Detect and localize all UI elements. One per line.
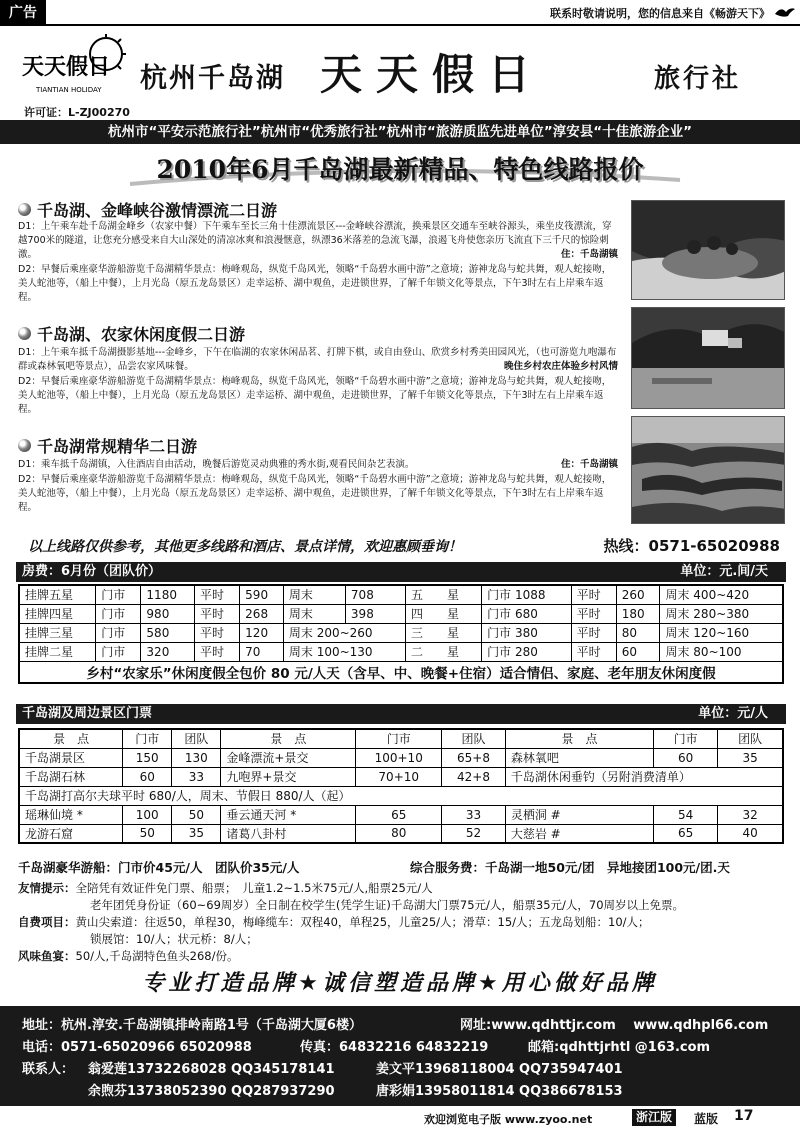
table-cell: 40 (718, 824, 783, 843)
table-cell: 580 (141, 623, 195, 642)
route-title-2 (18, 322, 245, 345)
table-cell: 100+10 (356, 748, 442, 767)
table-cell: 平时 (571, 604, 616, 623)
table-cell: 周末 (283, 604, 345, 623)
table-cell: 980 (141, 604, 195, 623)
table-cell: 周末 (283, 585, 345, 604)
route-stay: 住：千岛湖镇 (560, 249, 618, 260)
route-desc-3 (18, 458, 618, 516)
table-cell: 门市 380 (482, 623, 571, 642)
table-cell: 平时 (571, 623, 616, 642)
ticket-section-unit: 单位：元/人 (698, 706, 768, 721)
column-header: 门市 (356, 729, 442, 748)
website-label: 网址: (460, 1018, 492, 1033)
table-cell: 诸葛八卦村 (221, 824, 356, 843)
ticket-price-table (18, 728, 784, 844)
route-name: 千岛湖常规精华二日游 (37, 437, 198, 456)
contact-person: 姜文平13968118004 QQ735947401 (376, 1062, 623, 1077)
address: 地址：杭州.淳安.千岛湖镇排岭南路1号（千岛湖大厦6楼） (22, 1018, 362, 1033)
farm-stay-note: 乡村“农家乐”休闲度假全包价 80 元/人天（含早、中、晚餐+住宿）适合情侣、家庭、老年朋友休闲度假 (19, 661, 783, 683)
fish-feast-line: 50/人,千岛湖特色鱼头268/份。 (75, 949, 239, 963)
table-cell: 千岛湖石林 (19, 767, 123, 786)
contact-person: 唐彩娟13958011814 QQ386678153 (376, 1084, 623, 1099)
ticket-section-header (16, 704, 786, 724)
phone: 电话：0571-65020966 65020988 (22, 1040, 252, 1055)
table-cell: 80 (356, 824, 442, 843)
route-name: 千岛湖、金峰峡谷激情漂流二日游 (37, 201, 278, 220)
table-cell: 70+10 (356, 767, 442, 786)
column-header: 门市 (654, 729, 718, 748)
license-number: 许可证：L-ZJ00270 (24, 106, 130, 119)
table-cell: 80 (616, 623, 660, 642)
table-cell: 门市 1088 (482, 585, 571, 604)
table-cell: 268 (240, 604, 284, 623)
table-cell: 35 (172, 824, 221, 843)
logo-sub: TIANTIAN HOLIDAY (36, 86, 102, 94)
tips-label: 友情提示： (18, 881, 76, 895)
table-cell: 门市 280 (482, 642, 571, 661)
page-footer (0, 1108, 800, 1127)
table-cell: 挂牌三星 (19, 623, 96, 642)
hotline (604, 535, 781, 556)
table-row (19, 642, 783, 661)
table-row (19, 786, 783, 805)
column-header: 团队 (442, 729, 506, 748)
table-cell: 100 (123, 805, 172, 824)
table-cell: 平时 (195, 604, 240, 623)
route-desc-1 (18, 220, 618, 306)
table-cell: 千岛湖休闲垂钓（另附消费清单） (505, 767, 783, 786)
table-cell: 320 (141, 642, 195, 661)
table-cell: 590 (240, 585, 284, 604)
table-row (19, 824, 783, 843)
notice-text: 以上线路仅供参考，其他更多线路和酒店、景点详情，欢迎惠顾垂询！ (28, 539, 462, 555)
agency-prefix: 杭州千岛湖 (140, 63, 285, 94)
route-d1: D1：乘车抵千岛湖镇，入住酒店自由活动，晚餐后游览灵动典雅的秀水街,观看民间杂艺表演。 (18, 459, 415, 470)
table-cell: 54 (654, 805, 718, 824)
route-name: 千岛湖、农家休闲度假二日游 (37, 325, 246, 344)
route-title-3 (18, 434, 197, 457)
table-row (19, 585, 783, 604)
table-cell: 33 (442, 805, 506, 824)
column-header: 门市 (123, 729, 172, 748)
logo-text: 天天假日 (22, 54, 111, 80)
bullet-icon (18, 439, 31, 452)
table-cell: 65 (654, 824, 718, 843)
agency-suffix: 旅行社 (654, 64, 742, 94)
table-cell: 平时 (195, 642, 240, 661)
tips-line: 全陪凭有效证件免门票、船票； 儿童1.2~1.5米75元/人,船票25元/人 (75, 881, 433, 895)
route-desc-2 (18, 346, 618, 418)
table-row (19, 805, 783, 824)
hotel-section-unit: 单位：元.间/天 (680, 564, 768, 579)
promo-title: 2010年6月千岛湖最新精品、特色线路报价 (156, 155, 644, 184)
table-cell: 挂牌二星 (19, 642, 96, 661)
table-row (19, 623, 783, 642)
top-strip (0, 0, 800, 26)
contact-person: 余煦芬13738052390 QQ287937290 (88, 1084, 335, 1099)
notice-bar (18, 534, 784, 558)
table-cell: 周末 100~130 (283, 642, 405, 661)
hotline-label: 热线： (603, 537, 649, 555)
website (460, 1014, 768, 1033)
cruise-price: 千岛湖豪华游船：门市价45元/人 团队价35元/人 (18, 860, 300, 875)
hotel-section-title: 房费：6月份（团队价） (22, 564, 162, 579)
table-cell: 65+8 (442, 748, 506, 767)
fax: 传真：64832216 64832219 (300, 1040, 489, 1055)
table-cell: 门市 680 (482, 604, 571, 623)
hotel-rate-table (18, 584, 784, 684)
route-title-1 (18, 198, 277, 221)
ticket-section-title: 千岛湖及周边景区门票 (22, 706, 153, 721)
promo-banner (100, 150, 700, 192)
table-cell: 森林氧吧 (505, 748, 653, 767)
optional-label: 自费项目： (18, 915, 76, 929)
column-header: 景 点 (505, 729, 653, 748)
route-d1: D1：上午乘车赴千岛湖金峰乡（农家中餐）下午乘车至长三角十佳漂流景区---金峰峡谷漂流，换乘景区交通车至峡谷源头，乘坐皮筏漂流，穿越700米的隧道，让您充分感受来自大山深处的清凉冰爽和浪漫惬意，纵漂36米落差的急流飞瀑，浪遏飞舟使您亲历飞流直下三千尺的惊险刺激。 (18, 221, 612, 260)
table-cell: 门市 (96, 585, 141, 604)
hotline-number: 0571-65020988 (648, 537, 780, 555)
route-stay: 住：千岛湖镇 (560, 459, 618, 470)
route-d1: D1：上午乘车抵千岛湖摄影基地---金峰乡，下午在临湖的农家休闲品茗、打牌下棋，或自由登山、欣赏乡村秀美田园风光，（也可游览九咆瀑布群或森林氧吧等景点），品尝农家风味餐。 (18, 347, 617, 372)
route-d2: D2：早餐后乘座豪华游船游览千岛湖精华景点：梅峰观岛，纵览千岛风光，领略“千岛碧水画中游”之意境；游神龙岛与蛇共舞，观人蛇接吻，美人蛇池等，（船上中餐），上月光岛（原五龙岛景区）走幸运桥、湖中观鱼，走进锁世界，了解千年锁文化等景点，下午3时左右上岸乘车返程。 (18, 264, 612, 303)
table-cell: 60 (616, 642, 660, 661)
table-row (19, 767, 783, 786)
column-header: 团队 (172, 729, 221, 748)
rafting-photo (631, 200, 785, 300)
route-stay: 晚住乡村农庄体验乡村风情 (503, 361, 618, 372)
table-cell: 周末 400~420 (660, 585, 783, 604)
table-cell: 180 (616, 604, 660, 623)
ad-tag: 广告 (0, 0, 46, 26)
route-d2: D2：早餐后乘座豪华游船游览千岛湖精华景点：梅峰观岛，纵览千岛风光，领略“千岛碧水画中游”之意境；游神龙岛与蛇共舞，观人蛇接吻，美人蛇池等，（船上中餐），上月光岛（原五龙岛景区）走幸运桥、湖中观鱼，走进锁世界，了解千年锁文化等景点，下午3时左右上岸乘车返程。 (18, 376, 612, 415)
service-fee: 综合服务费：千岛湖一地50元/团 异地接团100元/团.天 (410, 860, 730, 875)
table-cell: 瑶琳仙境 * (19, 805, 123, 824)
tips-line: 老年团凭身份证（60~69周岁）全日制在校学生(凭学生证)千岛湖大门票75元/人，船票35元/人，70周岁以上免票。 (90, 898, 685, 912)
fish-feast-label: 风味鱼宴： (18, 949, 76, 963)
table-cell: 周末 120~160 (660, 623, 783, 642)
table-cell: 平时 (571, 585, 616, 604)
edition-badge: 浙江版 (632, 1109, 676, 1126)
brand-slogan: 专业打造品牌★诚信塑造品牌★用心做好品牌 (142, 971, 658, 996)
table-cell: 周末 280~380 (660, 604, 783, 623)
table-cell: 398 (345, 604, 405, 623)
page-number: 17 (734, 1108, 754, 1124)
optional-line: 黄山尖索道：往返50，单程30，梅峰缆车：双程40，单程25，儿童25/人；滑草：15/人；五龙岛划船：10/人； (75, 915, 650, 929)
table-cell: 平时 (195, 623, 240, 642)
table-cell: 灵栖洞 # (505, 805, 653, 824)
table-cell: 门市 (96, 604, 141, 623)
table-header-row (19, 729, 783, 748)
table-cell: 60 (654, 748, 718, 767)
village-photo (631, 307, 785, 409)
table-row (19, 661, 783, 683)
table-cell: 周末 80~100 (660, 642, 783, 661)
table-cell: 门市 (96, 623, 141, 642)
tips-block (18, 880, 684, 965)
e-edition-note: 欢迎浏览电子版 www.zyoo.net (424, 1113, 593, 1126)
table-cell: 65 (356, 805, 442, 824)
table-cell: 70 (240, 642, 284, 661)
route-d2: D2：早餐后乘座豪华游船游览千岛湖精华景点：梅峰观岛，纵览千岛风光，领略“千岛碧水画中游”之意境；游神龙岛与蛇共舞，观人蛇接吻，美人蛇池等，（船上中餐），上月光岛（原五龙岛景区）走幸运桥、湖中观鱼，走进锁世界，了解千年锁文化等景点，下午3时左右上岸乘车返程。 (18, 474, 612, 513)
table-cell: 二 星 (406, 642, 482, 661)
table-cell: 大慈岩 # (505, 824, 653, 843)
agency-logo (18, 34, 128, 100)
table-cell: 千岛湖景区 (19, 748, 123, 767)
website-url[interactable]: www.qdhttjr.com www.qdhpl66.com (491, 1018, 769, 1033)
table-cell: 垂云通天河 * (221, 805, 356, 824)
agency-header (0, 28, 800, 120)
table-cell: 260 (616, 585, 660, 604)
table-cell: 四 星 (406, 604, 482, 623)
contact-person: 翁爱莲13732268028 QQ345178141 (88, 1062, 335, 1077)
optional-line: 锁展馆：10/人；状元桥：8/人； (90, 932, 258, 946)
table-cell: 32 (718, 805, 783, 824)
table-cell: 33 (172, 767, 221, 786)
table-cell: 35 (718, 748, 783, 767)
ship-and-service-fees (18, 858, 784, 876)
table-cell: 708 (345, 585, 405, 604)
table-row (19, 604, 783, 623)
table-cell: 120 (240, 623, 284, 642)
table-row (19, 748, 783, 767)
table-cell: 挂牌四星 (19, 604, 96, 623)
table-cell: 42+8 (442, 767, 506, 786)
table-cell: 三 星 (406, 623, 482, 642)
table-cell: 龙游石窟 (19, 824, 123, 843)
table-cell: 挂牌五星 (19, 585, 96, 604)
lake-islands-photo (631, 416, 785, 524)
source-note: 联系时敬请说明，您的信息来自《畅游天下》 (550, 7, 770, 20)
table-cell: 平时 (571, 642, 616, 661)
table-cell: 金峰漂流+景交 (221, 748, 356, 767)
column-header: 景 点 (221, 729, 356, 748)
table-cell: 52 (442, 824, 506, 843)
table-cell: 五 星 (406, 585, 482, 604)
table-cell: 60 (123, 767, 172, 786)
table-cell: 门市 (96, 642, 141, 661)
column-header: 团队 (718, 729, 783, 748)
table-cell: 平时 (195, 585, 240, 604)
table-cell: 九咆界+景交 (221, 767, 356, 786)
hotel-section-header (16, 562, 786, 582)
column-header: 景 点 (19, 729, 123, 748)
contact-people-label: 联系人： (22, 1062, 75, 1077)
table-cell: 50 (123, 824, 172, 843)
table-cell: 50 (172, 805, 221, 824)
bullet-icon (18, 203, 31, 216)
table-cell: 130 (172, 748, 221, 767)
color-edition: 蓝版 (694, 1112, 719, 1126)
golf-note: 千岛湖打高尔夫球平时 680/人，周末、节假日 880/人（起） (19, 786, 783, 805)
table-cell: 1180 (141, 585, 195, 604)
contact-panel (0, 1006, 800, 1106)
bullet-icon (18, 327, 31, 340)
table-cell: 150 (123, 748, 172, 767)
table-cell: 周末 200~260 (283, 623, 405, 642)
bird-icon (774, 4, 796, 20)
email[interactable]: 邮箱:qdhttjrhtl @163.com (528, 1040, 711, 1055)
agency-name: 天天假日 (320, 50, 545, 99)
honors-bar: 杭州市“平安示范旅行社”杭州市“优秀旅行社”杭州市“旅游质监先进单位”淳安县“十佳旅游企业” (0, 120, 800, 144)
